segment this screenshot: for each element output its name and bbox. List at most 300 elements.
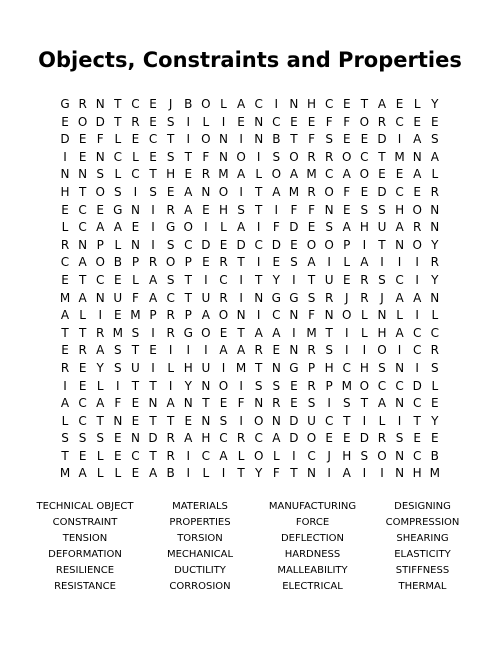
grid-letter: U [131, 360, 140, 375]
grid-letter: R [60, 237, 70, 252]
grid-letter: G [113, 202, 123, 217]
grid-letter: A [236, 97, 246, 111]
grid-letter: C [395, 378, 404, 393]
grid-letter: S [219, 413, 228, 428]
grid-letter: R [148, 255, 158, 270]
grid-letter: F [290, 202, 298, 217]
grid-letter: F [325, 114, 333, 129]
grid-letter: D [289, 220, 299, 235]
word-list-item: RESISTANCE [54, 581, 116, 592]
grid-letter: C [219, 272, 228, 287]
word-list-item: FORCE [295, 517, 330, 528]
word-list-item: DESIGNING [394, 501, 451, 512]
grid-letter: Y [272, 272, 280, 287]
grid-letter: C [201, 448, 211, 463]
grid-letter: G [183, 325, 193, 340]
grid-letter: I [397, 343, 402, 358]
grid-letter: D [289, 431, 299, 446]
grid-letter: E [61, 272, 69, 287]
grid-letter: A [342, 466, 351, 481]
grid-letter: O [236, 149, 246, 164]
grid-letter: S [360, 202, 369, 217]
grid-letter: L [413, 97, 421, 111]
grid-letter: C [395, 114, 404, 129]
grid-letter: A [60, 396, 70, 411]
grid-letter: A [236, 220, 246, 235]
grid-row [58, 360, 442, 378]
grid-letter: G [289, 360, 299, 375]
grid-letter: A [96, 396, 105, 411]
grid-letter: L [396, 308, 403, 323]
grid-letter: I [292, 325, 296, 340]
grid-letter: H [395, 202, 405, 217]
grid-letter: O [271, 167, 282, 182]
grid-letter: C [377, 378, 387, 393]
grid-letter: M [235, 360, 247, 375]
grid-letter: S [430, 360, 439, 375]
grid-letter: S [307, 290, 316, 305]
grid-letter: M [306, 325, 317, 340]
grid-letter: C [324, 167, 334, 182]
grid-letter: C [342, 360, 351, 375]
grid-letter: N [430, 220, 440, 235]
grid-letter: O [201, 132, 211, 147]
grid-letter: I [292, 448, 296, 463]
grid-letter: I [362, 466, 367, 481]
grid-letter: N [395, 396, 405, 411]
grid-letter: H [377, 325, 387, 340]
grid-letter: Y [431, 237, 439, 252]
grid-letter: N [430, 290, 440, 305]
grid-letter: R [324, 149, 334, 164]
grid-letter: T [237, 325, 245, 340]
grid-letter: R [307, 184, 316, 199]
grid-letter: P [325, 378, 333, 393]
grid-letter: R [60, 360, 70, 375]
grid-letter: H [218, 202, 228, 217]
grid-letter: L [378, 413, 386, 428]
grid-letter: T [255, 360, 263, 375]
grid-letter: T [166, 132, 175, 147]
grid-letter: E [378, 167, 386, 182]
grid-letter: C [166, 290, 175, 305]
grid-letter: I [239, 378, 243, 393]
grid-letter: T [166, 413, 175, 428]
grid-letter: I [239, 132, 243, 147]
grid-letter: I [380, 255, 384, 270]
grid-letter: E [431, 396, 439, 411]
word-list-item: MATERIALS [172, 501, 228, 512]
grid-letter: E [272, 343, 281, 358]
grid-letter: E [325, 431, 333, 446]
grid-letter: L [114, 132, 122, 147]
grid-letter: S [325, 220, 333, 235]
grid-letter: L [96, 378, 104, 393]
word-list-item: DUCTILITY [174, 565, 226, 576]
grid-letter: N [130, 202, 140, 217]
grid-letter: I [327, 466, 331, 481]
grid-letter: E [131, 466, 140, 481]
grid-letter: A [395, 290, 404, 305]
grid-letter: S [325, 343, 333, 358]
grid-letter: I [327, 396, 331, 411]
word-list-item: ELASTICITY [394, 549, 451, 560]
grid-letter: E [78, 360, 87, 375]
grid-letter: Y [184, 378, 192, 393]
grid-letter: B [113, 255, 122, 270]
grid-letter: H [166, 167, 176, 182]
grid-letter: J [380, 290, 384, 305]
word-list-item: MALLEABILITY [277, 565, 348, 576]
grid-letter: A [413, 132, 422, 147]
grid-letter: N [95, 149, 105, 164]
grid-letter: E [149, 343, 157, 358]
grid-letter: P [184, 255, 192, 270]
grid-letter: O [253, 413, 264, 428]
grid-letter: N [60, 167, 70, 182]
grid-letter: R [430, 343, 439, 358]
grid-letter: T [131, 378, 140, 393]
grid-letter: N [254, 396, 264, 411]
grid-letter: I [397, 413, 402, 428]
grid-row [58, 325, 442, 343]
grid-letter: C [324, 413, 334, 428]
grid-letter: E [360, 132, 369, 147]
grid-letter: H [201, 431, 211, 446]
grid-letter: H [359, 360, 369, 375]
grid-letter: O [324, 184, 334, 199]
grid-letter: I [204, 272, 208, 287]
grid-letter: E [131, 396, 140, 411]
grid-letter: A [342, 167, 351, 182]
grid-letter: S [114, 360, 122, 375]
grid-letter: I [151, 360, 155, 375]
grid-letter: N [289, 308, 299, 323]
grid-letter: L [431, 167, 439, 182]
grid-letter: T [360, 396, 369, 411]
grid-letter: E [78, 149, 87, 164]
grid-letter: Y [96, 360, 104, 375]
word-list-item: MANUFACTURING [268, 501, 357, 512]
grid-letter: T [202, 396, 210, 411]
grid-letter: E [114, 272, 122, 287]
grid-letter: O [218, 184, 229, 199]
grid-letter: T [78, 184, 87, 199]
grid-letter: T [343, 413, 351, 428]
grid-letter: D [60, 132, 70, 147]
grid-letter: I [116, 378, 120, 393]
grid-letter: R [307, 343, 316, 358]
grid-letter: M [218, 167, 229, 182]
grid-letter: E [395, 167, 404, 182]
grid-letter: I [344, 343, 349, 358]
grid-letter: R [166, 308, 175, 323]
grid-letter: A [148, 290, 158, 305]
grid-letter: T [255, 272, 263, 287]
grid-letter: E [290, 237, 298, 252]
grid-letter: I [256, 149, 261, 164]
grid-letter: D [289, 413, 299, 428]
grid-letter: M [59, 466, 71, 481]
grid-row [58, 342, 442, 360]
grid-letter: N [218, 149, 228, 164]
word-list-item: TECHNICAL OBJECT [36, 501, 134, 512]
grid-letter: I [256, 308, 261, 323]
grid-letter: I [204, 343, 208, 358]
grid-letter: I [204, 220, 208, 235]
grid-letter: E [184, 167, 193, 182]
grid-letter: T [61, 325, 69, 340]
grid-letter: O [95, 255, 105, 270]
grid-letter: H [412, 466, 422, 481]
grid-letter: C [113, 149, 123, 164]
grid-letter: C [324, 97, 334, 111]
grid-letter: A [272, 431, 281, 446]
grid-letter: I [186, 114, 191, 129]
grid-letter: E [149, 97, 157, 111]
grid-letter: L [343, 255, 351, 270]
grid-letter: A [342, 220, 351, 235]
grid-letter: Y [431, 97, 439, 111]
grid-letter: I [186, 343, 191, 358]
grid-letter: O [324, 237, 334, 252]
grid-letter: C [131, 97, 140, 111]
grid-letter: E [342, 132, 351, 147]
grid-letter: I [151, 237, 155, 252]
grid-letter: A [307, 255, 316, 270]
grid-letter: P [96, 237, 104, 252]
grid-letter: T [96, 413, 104, 428]
grid-letter: T [78, 325, 87, 340]
grid-letter: N [289, 97, 299, 111]
grid-letter: T [237, 466, 245, 481]
grid-letter: C [307, 448, 316, 463]
grid-letter: A [272, 325, 281, 340]
grid-letter: S [61, 431, 69, 446]
grid-letter: L [114, 167, 122, 182]
grid-letter: R [307, 378, 316, 393]
grid-row [58, 96, 442, 114]
grid-letter: F [272, 220, 280, 235]
grid-letter: F [114, 396, 122, 411]
grid-letter: E [61, 114, 69, 129]
grid-letter: C [272, 308, 281, 323]
grid-letter: A [395, 220, 404, 235]
grid-letter: T [307, 272, 316, 287]
grid-letter: S [78, 431, 87, 446]
grid-letter: I [274, 97, 279, 111]
grid-letter: T [237, 255, 245, 270]
grid-letter: U [201, 360, 211, 375]
grid-letter: E [342, 97, 351, 111]
grid-letter: E [61, 202, 69, 217]
grid-letter: I [397, 255, 402, 270]
grid-letter: A [289, 167, 299, 182]
grid-letter: N [271, 413, 281, 428]
grid-letter: I [168, 343, 173, 358]
grid-letter: F [308, 132, 315, 147]
grid-letter: I [186, 448, 191, 463]
grid-row [58, 413, 442, 431]
grid-letter: R [131, 114, 140, 129]
grid-letter: F [96, 132, 104, 147]
grid-letter: E [114, 308, 122, 323]
grid-row [58, 395, 442, 413]
grid-letter: S [272, 378, 281, 393]
grid-letter: A [96, 343, 105, 358]
grid-letter: T [378, 149, 386, 164]
grid-letter: T [149, 413, 157, 428]
grid-letter: D [412, 378, 422, 393]
grid-letter: I [239, 272, 243, 287]
grid-letter: N [395, 237, 405, 252]
grid-letter: T [290, 466, 298, 481]
grid-letter: A [96, 220, 105, 235]
grid-letter: I [362, 343, 367, 358]
grid-row [58, 254, 442, 272]
grid-letter: N [78, 167, 88, 182]
word-list-item: ELECTRICAL [282, 581, 343, 592]
grid-row [58, 131, 442, 149]
grid-letter: B [166, 466, 175, 481]
grid-letter: E [202, 255, 210, 270]
grid-letter: O [183, 220, 193, 235]
grid-letter: I [239, 413, 243, 428]
grid-letter: I [98, 308, 102, 323]
grid-letter: N [395, 360, 405, 375]
grid-letter: T [184, 272, 192, 287]
grid-letter: P [343, 237, 351, 252]
grid-letter: I [415, 308, 419, 323]
grid-letter: O [342, 149, 352, 164]
grid-letter: N [201, 378, 211, 393]
grid-letter: E [307, 114, 316, 129]
grid-letter: I [168, 378, 173, 393]
grid-letter: N [324, 202, 334, 217]
grid-letter: I [239, 184, 243, 199]
grid-letter: E [114, 431, 122, 446]
grid-letter: N [95, 290, 105, 305]
grid-letter: R [219, 255, 228, 270]
grid-letter: N [201, 413, 211, 428]
grid-letter: M [288, 184, 300, 199]
grid-letter: U [377, 220, 387, 235]
grid-letter: L [220, 97, 227, 111]
grid-letter: F [343, 114, 351, 129]
grid-letter: R [377, 431, 387, 446]
grid-letter: S [378, 202, 386, 217]
grid-letter: F [308, 202, 315, 217]
grid-letter: A [430, 149, 439, 164]
grid-letter: T [325, 325, 333, 340]
grid-letter: C [395, 272, 404, 287]
grid-letter: N [183, 396, 193, 411]
grid-letter: A [148, 466, 158, 481]
word-list-item: TENSION [62, 533, 108, 544]
grid-letter: N [254, 114, 264, 129]
grid-letter: D [95, 114, 105, 129]
grid-letter: R [430, 255, 439, 270]
grid-letter: I [362, 413, 367, 428]
grid-letter: S [166, 114, 175, 129]
word-list [25, 499, 475, 595]
grid-letter: C [131, 167, 140, 182]
grid-letter: E [219, 396, 228, 411]
grid-letter: L [255, 167, 263, 182]
grid-letter: P [131, 255, 140, 270]
grid-letter: T [149, 448, 157, 463]
grid-letter: N [254, 132, 264, 147]
grid-letter: G [271, 290, 281, 305]
grid-letter: S [360, 448, 369, 463]
grid-letter: J [168, 97, 173, 111]
grid-letter: T [131, 343, 140, 358]
grid-letter: C [412, 448, 422, 463]
grid-letter: T [184, 290, 192, 305]
grid-letter: A [236, 343, 246, 358]
grid-letter: N [324, 308, 334, 323]
grid-letter: M [59, 290, 71, 305]
grid-letter: U [113, 290, 123, 305]
grid-letter: C [254, 97, 263, 111]
grid-letter: D [377, 184, 387, 199]
grid-letter: O [289, 149, 299, 164]
grid-letter: T [114, 97, 122, 111]
grid-letter: E [149, 149, 157, 164]
grid-letter: N [395, 448, 405, 463]
grid-letter: M [306, 167, 317, 182]
grid-letter: C [412, 343, 422, 358]
grid-letter: D [148, 431, 158, 446]
word-list-item: DEFORMATION [48, 549, 122, 560]
grid-letter: S [395, 431, 404, 446]
grid-letter: O [95, 184, 105, 199]
grid-letter: I [151, 202, 155, 217]
grid-letter: H [60, 184, 70, 199]
grid-letter: M [341, 378, 352, 393]
grid-letter: G [289, 290, 299, 305]
grid-letter: C [254, 237, 263, 252]
grid-letter: N [430, 202, 440, 217]
word-list-item: RESILIENCE [55, 565, 115, 576]
grid-letter: E [114, 448, 122, 463]
grid-letter: R [413, 220, 422, 235]
grid-letter: S [166, 272, 175, 287]
grid-letter: H [342, 448, 352, 463]
grid-letter: E [131, 413, 140, 428]
grid-letter: I [63, 378, 67, 393]
grid-letter: E [342, 431, 351, 446]
grid-letter: E [131, 132, 140, 147]
grid-letter: P [307, 360, 316, 375]
grid-letter: R [430, 184, 439, 199]
grid-letter: O [306, 431, 317, 446]
grid-letter: R [360, 290, 369, 305]
grid-letter: F [202, 149, 210, 164]
grid-letter: U [324, 272, 334, 287]
grid-letter: E [342, 272, 351, 287]
grid-letter: L [202, 466, 210, 481]
grid-letter: D [377, 132, 387, 147]
grid-letter: N [395, 466, 405, 481]
grid-letter: H [324, 360, 334, 375]
grid-letter: M [130, 308, 141, 323]
grid-letter: E [290, 378, 298, 393]
grid-letter: S [96, 167, 105, 182]
grid-letter: I [344, 325, 349, 340]
grid-letter: A [60, 308, 70, 323]
grid-letter: I [380, 466, 384, 481]
